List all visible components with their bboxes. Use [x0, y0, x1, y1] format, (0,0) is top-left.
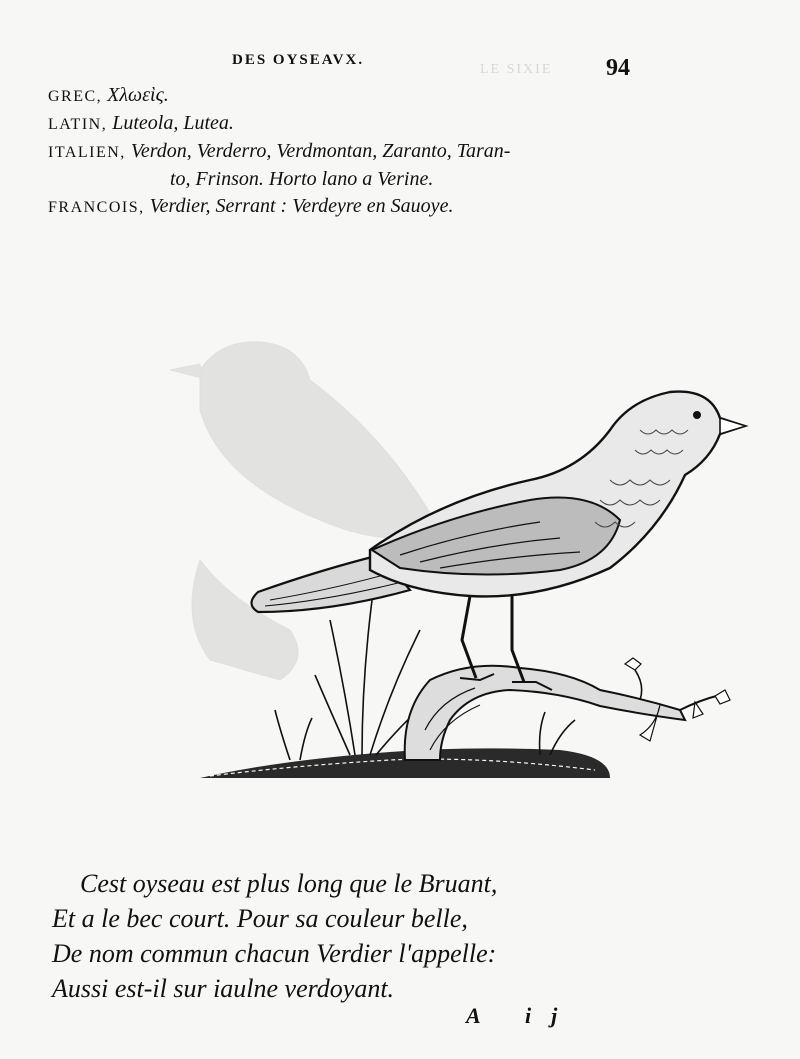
language-label: ITALIEN, — [48, 144, 126, 161]
name-values: Luteola, Lutea. — [112, 112, 234, 134]
running-head: DES OYSEAVX. — [232, 52, 365, 68]
name-values: Χλωεὶς. — [107, 84, 169, 106]
page-number: 94 — [606, 55, 630, 81]
name-values: to, Frinson. Horto lano a Verine. — [170, 168, 434, 190]
name-values: Verdon, Verderro, Verdmontan, Zaranto, Taran- — [130, 140, 511, 162]
name-values: Verdier, Serrant : Verdeyre en Sauoye. — [149, 195, 454, 217]
language-label: LATIN, — [48, 116, 108, 133]
verse-line: Aussi est-il sur iaulne verdoyant. — [52, 974, 395, 1003]
names-row-greek — [48, 82, 648, 110]
names-row-italian-cont — [48, 166, 648, 193]
names-row-latin — [48, 110, 648, 138]
bleed-through-top: LE SIXIE — [480, 62, 553, 77]
verse-line: Et a le bec court. Pour sa couleur belle, — [52, 904, 468, 933]
verse-line: De nom commun chacun Verdier l'appelle: — [52, 939, 497, 968]
language-label: GREC, — [48, 88, 103, 105]
names-row-french — [48, 193, 648, 221]
language-label: FRANCOIS, — [48, 199, 145, 216]
signature-mark: A ij — [466, 1003, 578, 1028]
bird-woodcut-illustration — [140, 300, 760, 800]
names-row-italian — [48, 138, 648, 166]
bird-names-list — [48, 82, 648, 221]
verse-quatrain — [52, 866, 497, 1006]
verse-line: Cest oyseau est plus long que le Bruant, — [80, 869, 498, 898]
